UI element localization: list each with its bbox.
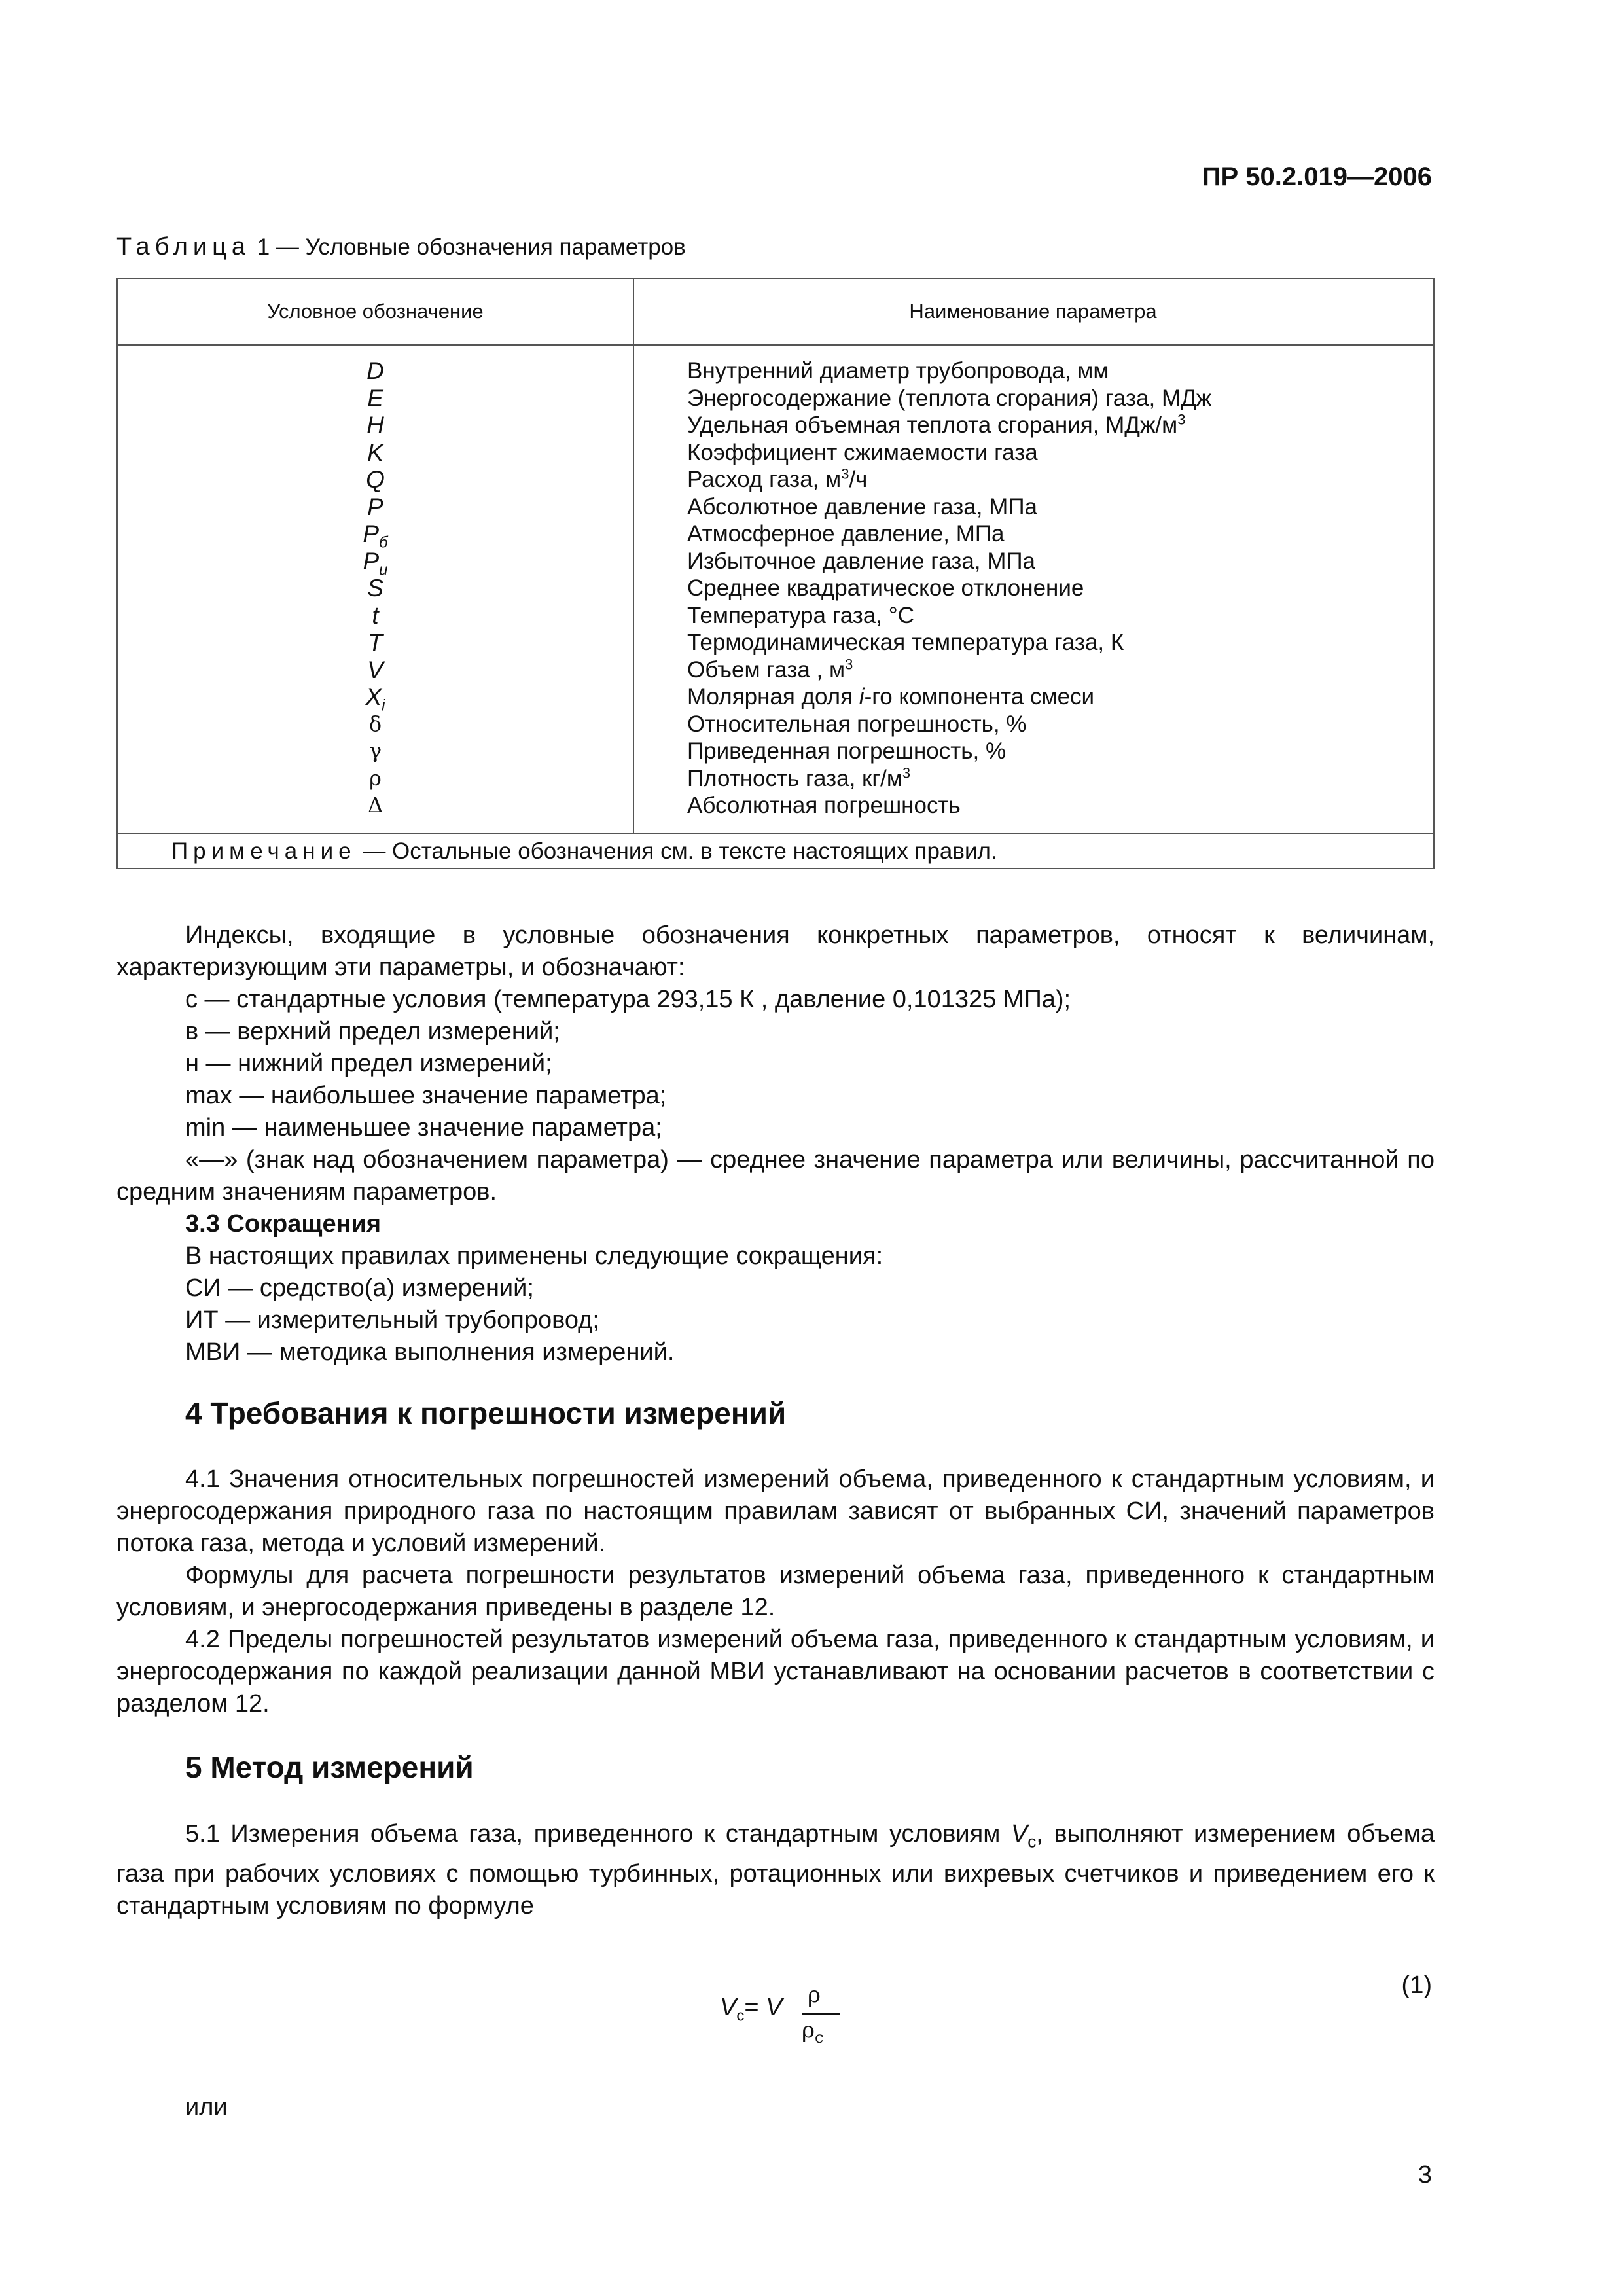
parameter-name-text: Плотность газа, кг/м bbox=[687, 765, 902, 791]
symbol-text: γ bbox=[368, 738, 382, 763]
parameter-name bbox=[687, 412, 1185, 439]
parameter-symbol bbox=[118, 493, 633, 521]
parameter-name bbox=[687, 711, 1027, 738]
parameter-name bbox=[687, 656, 853, 684]
formula-numerator: ρ bbox=[808, 1982, 821, 2008]
index-item: min — наименьшее значение параметра; bbox=[185, 1114, 662, 1141]
symbol-text: ρ bbox=[369, 765, 382, 791]
index-item: с — стандартные условия (температура 293,15 К , давление 0,101325 МПа); bbox=[185, 986, 1071, 1013]
unit-superscript: 3 bbox=[845, 655, 853, 672]
table-row bbox=[118, 466, 1433, 493]
symbol-text: P bbox=[363, 520, 380, 547]
parameter-name-text: Расход газа, м bbox=[687, 467, 842, 492]
parameter-symbol bbox=[118, 357, 633, 385]
parameter-name bbox=[687, 493, 1037, 521]
parameter-symbol bbox=[118, 792, 633, 819]
symbol-text: S bbox=[367, 575, 383, 601]
header-symbol: Условное обозначение bbox=[267, 300, 484, 323]
parameter-name-text: Энергосодержание (теплота сгорания) газа, МДж bbox=[687, 385, 1212, 411]
table-row bbox=[118, 792, 1433, 819]
formula-equals: = bbox=[744, 1994, 766, 2021]
table-caption bbox=[116, 233, 686, 261]
unit-superscript: 3 bbox=[1177, 411, 1186, 428]
symbol-text: t bbox=[372, 601, 379, 629]
parameter-name bbox=[687, 385, 1211, 412]
table-row bbox=[118, 385, 1433, 412]
table-note bbox=[118, 834, 1433, 869]
section-3-3-intro: В настоящих правилах применены следующие сокращения: bbox=[185, 1242, 883, 1270]
fraction-bar bbox=[802, 2013, 840, 2015]
parameters-table bbox=[116, 278, 1435, 869]
note-text: — Остальные обозначения см. в тексте настоящих правил. bbox=[356, 838, 997, 864]
parameter-symbol bbox=[118, 711, 633, 738]
parameter-name bbox=[687, 548, 1035, 575]
table-row bbox=[118, 602, 1433, 630]
parameter-name-text: Относительная погрешность, % bbox=[687, 711, 1027, 737]
formula-denominator bbox=[802, 2017, 823, 2047]
parameter-name-text: Коэффициент сжимаемости газа bbox=[687, 439, 1038, 465]
parameter-name bbox=[687, 738, 1006, 765]
section-4-paragraph: 4.1 Значения относительных погрешностей измерений объема, приведенного к стандартным условиям, и энергосодержания природного газа по настоящим правилам зависят от выбранных СИ, значений параметров потока газа, метода и условий измерений. bbox=[116, 1465, 1435, 1557]
index-item: н — нижний предел измерений; bbox=[185, 1050, 552, 1077]
parameter-symbol bbox=[118, 765, 633, 793]
parameter-symbol bbox=[118, 412, 633, 439]
symbol-text: H bbox=[366, 412, 384, 439]
table-row bbox=[118, 547, 1433, 579]
table-caption-prefix: Таблица bbox=[116, 233, 251, 260]
parameter-name-text: Среднее квадратическое отклонение bbox=[687, 575, 1084, 601]
parameter-name bbox=[687, 765, 910, 793]
symbol-text: V bbox=[367, 656, 383, 683]
symbol-text: Q bbox=[366, 466, 385, 493]
symbol-subscript: и bbox=[379, 560, 388, 579]
table-row bbox=[118, 439, 1433, 467]
parameter-name-text: Абсолютная погрешность bbox=[687, 793, 961, 818]
note-prefix: Примечание bbox=[171, 838, 357, 864]
symbol-text: E bbox=[367, 384, 383, 412]
formula-var: V bbox=[766, 1994, 783, 2021]
symbol-text: T bbox=[368, 629, 383, 656]
parameter-name bbox=[687, 357, 1109, 385]
formula-lhs bbox=[720, 1994, 782, 2026]
indices-intro: Индексы, входящие в условные обозначения конкретных параметров, относят к величинам, характеризующим эти параметры, и обозначают: bbox=[116, 922, 1435, 981]
header-parameter-name: Наименование параметра bbox=[909, 300, 1157, 323]
parameter-name-text: Температура газа, °С bbox=[687, 602, 915, 628]
table-row bbox=[118, 711, 1433, 738]
parameter-name-suffix: /ч bbox=[849, 467, 868, 492]
parameter-symbol bbox=[118, 439, 633, 467]
formula-sub: c bbox=[736, 2007, 745, 2025]
parameter-name-text: Объем газа , м bbox=[687, 656, 846, 683]
section-4-paragraph: 4.2 Пределы погрешностей результатов измерений объема газа, приведенного к стандартным условиям, и энергосодержания по каждой реализации данной МВИ устанавливают на основании расчетов в соответствии с разделом 12. bbox=[116, 1626, 1435, 1717]
table-header bbox=[118, 279, 1433, 346]
parameter-name-text: Абсолютное давление газа, МПа bbox=[687, 493, 1037, 520]
section-5-heading: 5 Метод измерений bbox=[185, 1750, 474, 1784]
parameter-symbol bbox=[118, 575, 633, 602]
table-row bbox=[118, 520, 1433, 552]
table-row bbox=[118, 683, 1433, 715]
parameter-symbol bbox=[118, 602, 633, 630]
parameter-symbol bbox=[118, 629, 633, 656]
symbol-text: δ bbox=[368, 711, 382, 736]
parameter-name bbox=[687, 602, 914, 630]
equation-number: (1) bbox=[1401, 1971, 1432, 1999]
table-row bbox=[118, 629, 1433, 656]
unit-superscript: 3 bbox=[902, 764, 911, 781]
formula-den-sub: с bbox=[815, 2028, 824, 2047]
section-5-paragraph bbox=[116, 1818, 1435, 1922]
symbol-text: K bbox=[367, 439, 383, 466]
variable-subscript: c bbox=[1027, 1831, 1037, 1852]
parameter-name-text: Атмосферное давление, МПа bbox=[687, 521, 1005, 547]
symbol-text: P bbox=[367, 493, 383, 520]
parameter-name bbox=[687, 792, 961, 819]
parameter-symbol bbox=[118, 656, 633, 684]
symbol-text: D bbox=[366, 357, 384, 384]
table-body bbox=[118, 346, 1433, 834]
section-4-heading: 4 Требования к погрешности измерений bbox=[185, 1396, 787, 1430]
paragraph-text: 5.1 Измерения объема газа, приведенного к стандартным условиям bbox=[185, 1820, 1011, 1848]
document-code: ПР 50.2.019—2006 bbox=[1202, 162, 1432, 191]
table-row bbox=[118, 575, 1433, 602]
parameter-symbol bbox=[118, 738, 633, 765]
parameter-symbol bbox=[118, 385, 633, 412]
index-item: в — верхний предел измерений; bbox=[185, 1018, 560, 1045]
symbol-text: P bbox=[363, 547, 380, 575]
parameter-name-text: Термодинамическая температура газа, К bbox=[687, 630, 1124, 655]
parameter-name-suffix: -го компонента смеси bbox=[864, 684, 1095, 709]
parameter-name bbox=[687, 520, 1004, 548]
formula-den-symbol: ρ bbox=[802, 2017, 815, 2043]
parameter-name-italic: i bbox=[859, 684, 865, 709]
parameter-name-text: Удельная объемная теплота сгорания, МДж/м bbox=[687, 412, 1178, 438]
parameter-name-text: Внутренний диаметр трубопровода, мм bbox=[687, 358, 1109, 384]
index-item: max — наибольшее значение параметра; bbox=[185, 1082, 667, 1109]
section-4-paragraph: Формулы для расчета погрешности результатов измерений объема газа, приведенного к стандартным условиям, и энергосодержания приведены в разделе 12. bbox=[116, 1562, 1435, 1621]
parameter-name-text: Молярная доля bbox=[687, 684, 859, 709]
table-row bbox=[118, 765, 1433, 793]
table-row bbox=[118, 656, 1433, 684]
parameter-symbol bbox=[118, 466, 633, 493]
unit-superscript: 3 bbox=[841, 465, 849, 482]
table-caption-title: 1 — Условные обозначения параметров bbox=[257, 234, 686, 260]
table-row bbox=[118, 412, 1433, 439]
parameter-name-text: Приведенная погрешность, % bbox=[687, 738, 1007, 764]
symbol-subscript: б bbox=[379, 533, 388, 552]
formula-var: V bbox=[720, 1994, 737, 2021]
paragraph-text: , выполняют измерением объема газа при рабочих условиях с помощью турбинных, ротационных или вихревых счетчиков и приведением его к стандартным условиям по формуле bbox=[116, 1820, 1435, 1920]
table-row bbox=[118, 738, 1433, 765]
symbol-text: X bbox=[365, 683, 382, 710]
abbreviation-item: ИТ — измерительный трубопровод; bbox=[185, 1306, 599, 1334]
parameter-name bbox=[687, 575, 1084, 602]
formula-1 bbox=[720, 1977, 890, 2049]
symbol-subscript: i bbox=[382, 696, 385, 715]
parameter-name bbox=[687, 466, 867, 493]
parameter-name bbox=[687, 439, 1038, 467]
abbreviation-item: СИ — средство(а) измерений; bbox=[185, 1274, 534, 1302]
section-3-3-heading: 3.3 Сокращения bbox=[185, 1210, 382, 1238]
variable-v: V bbox=[1010, 1820, 1028, 1848]
symbol-text: Δ bbox=[367, 793, 383, 817]
page-number: 3 bbox=[1418, 2161, 1432, 2189]
or-word: или bbox=[185, 2093, 228, 2121]
table-row bbox=[118, 493, 1433, 521]
abbreviation-item: МВИ — методика выполнения измерений. bbox=[185, 1338, 675, 1366]
index-overline-item: «—» (знак над обозначением параметра) — среднее значение параметра или величины, рассчитанной по средним значениям параметров. bbox=[116, 1146, 1435, 1206]
parameter-name-text: Избыточное давление газа, МПа bbox=[687, 548, 1036, 574]
parameter-name bbox=[687, 683, 1094, 711]
parameter-name bbox=[687, 629, 1124, 656]
table-row bbox=[118, 357, 1433, 385]
